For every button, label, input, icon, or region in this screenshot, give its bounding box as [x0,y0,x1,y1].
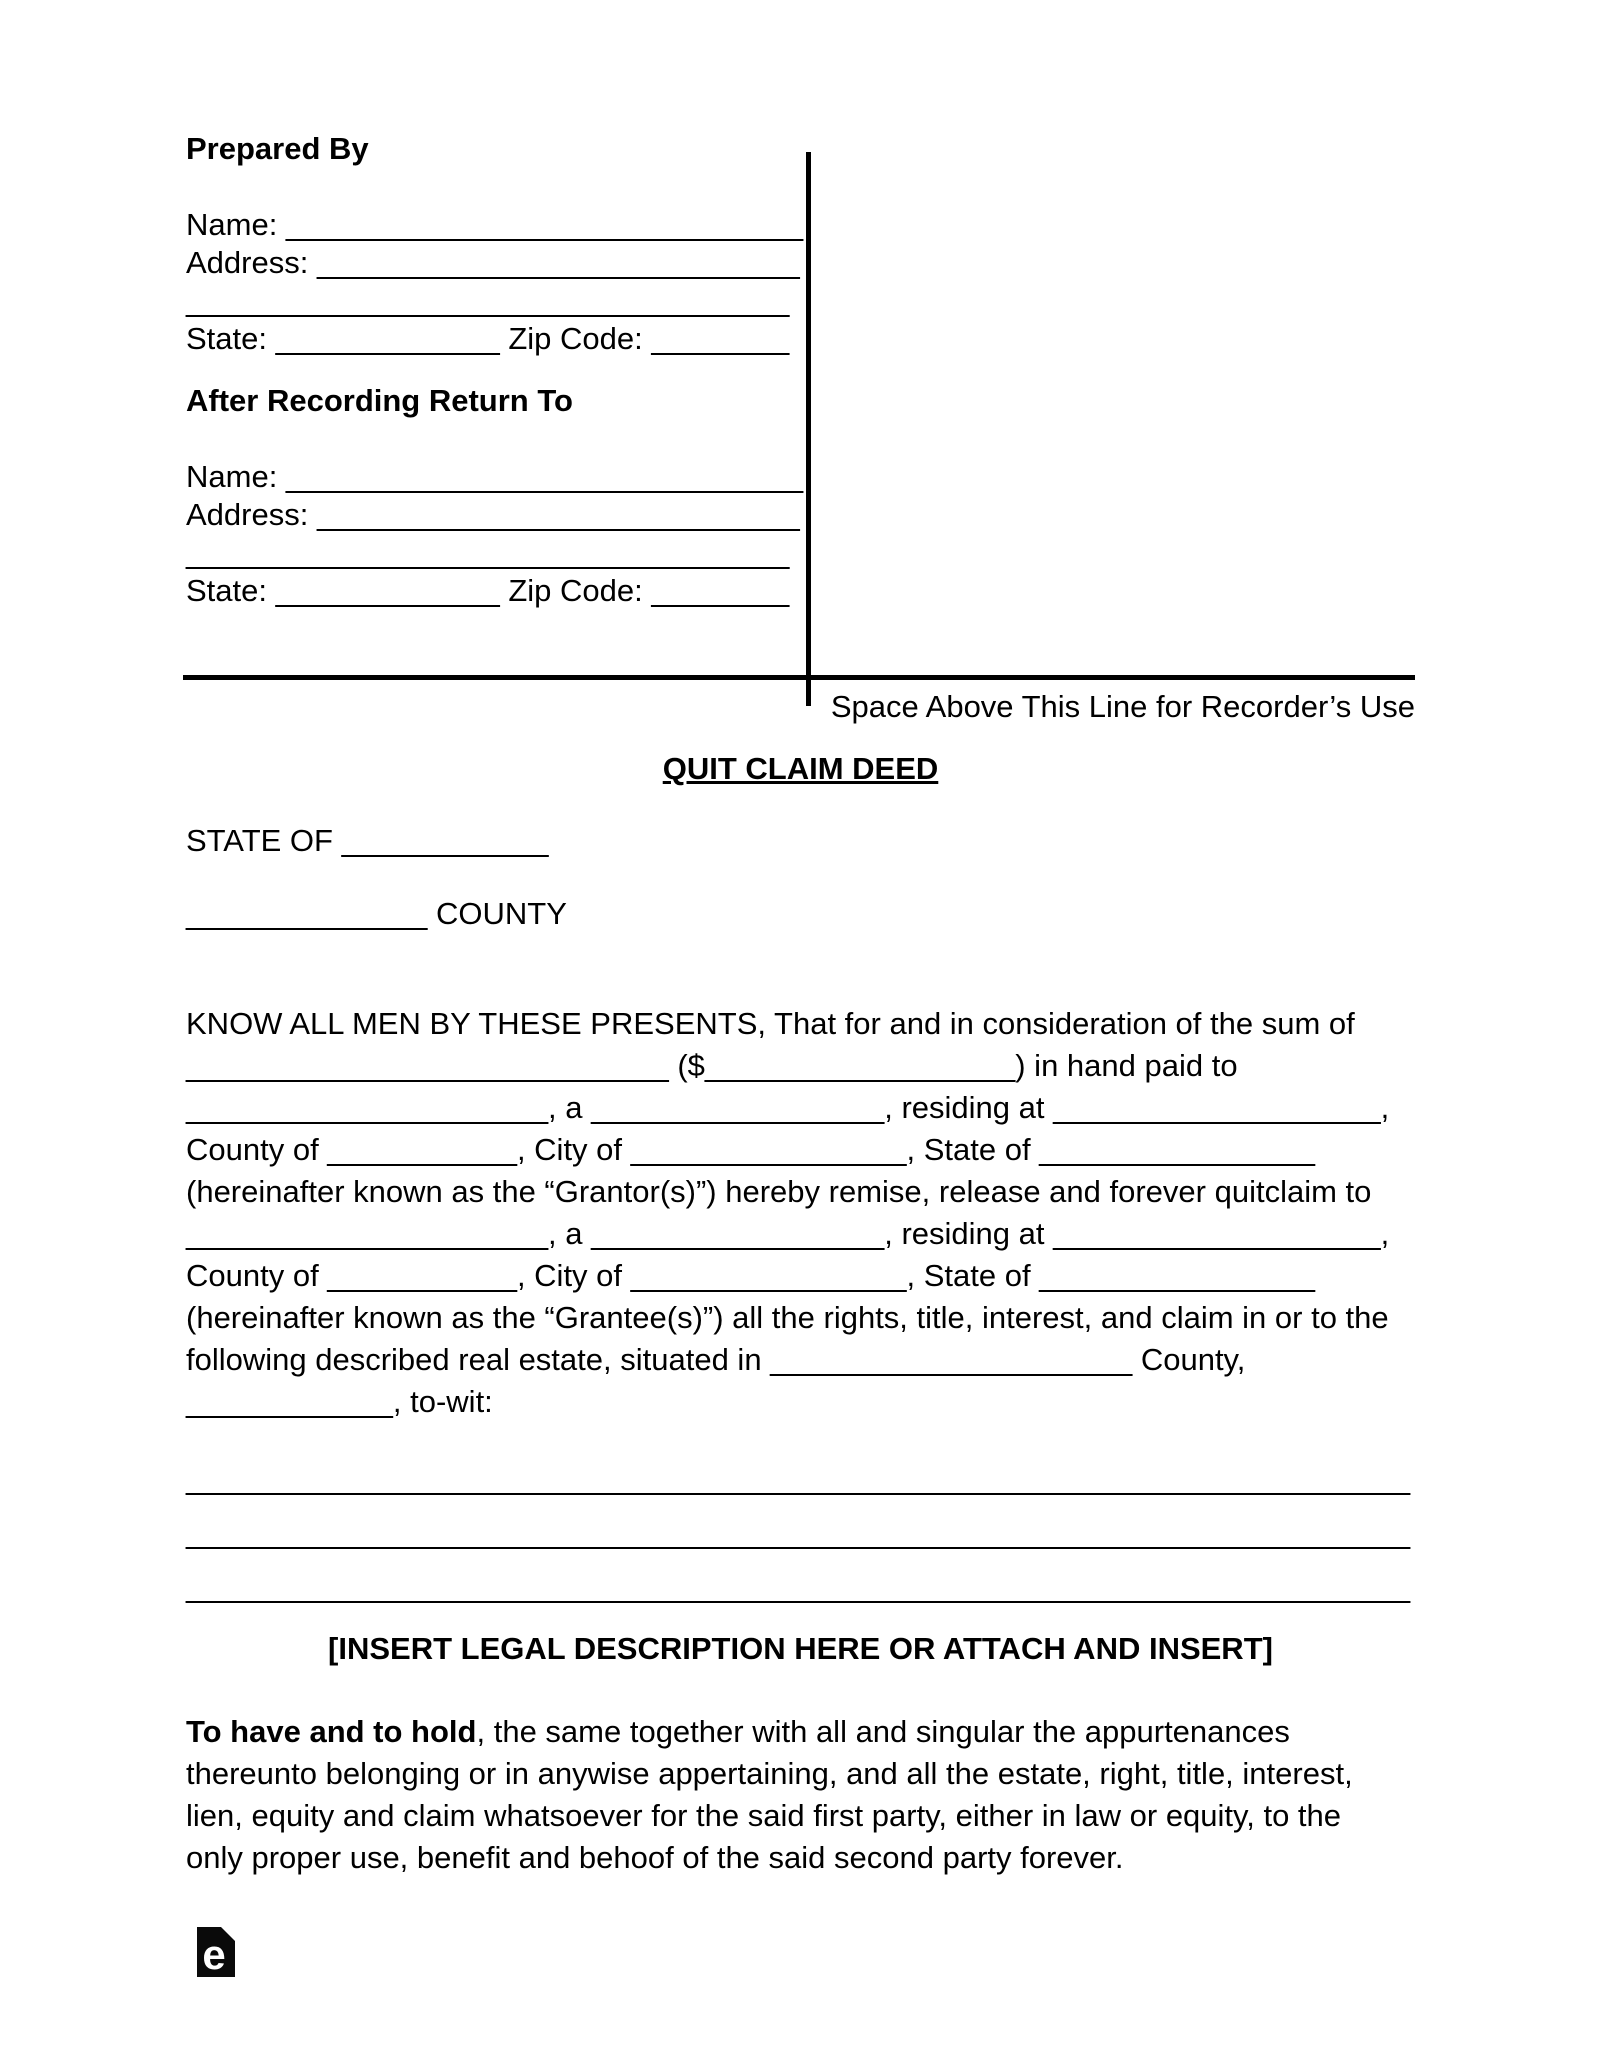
paragraph-line: ____________________________ ($__________________) in hand paid to [186,1048,1238,1083]
paragraph-line: ____________, to-wit: [186,1384,493,1419]
return-to-address-line-2: ___________________________________ [186,535,790,570]
paragraph-line: (hereinafter known as the “Grantor(s)”) hereby remise, release and forever quitclaim to [186,1174,1372,1209]
prepared-by-address-line-2: ___________________________________ [186,283,790,318]
habendum-line: only proper use, benefit and behoof of the said second party forever. [186,1840,1124,1875]
blank-line: _______________________________________________________________________ [186,1461,1411,1496]
recorder-use-note: Space Above This Line for Recorder’s Use [830,689,1415,724]
prepared-by-address-line: Address: ____________________________ [186,245,800,280]
recorder-horizontal-divider [183,675,1415,680]
eforms-logo [197,1927,235,1977]
prepared-by-state-zip-line: State: _____________ Zip Code: ________ [186,321,790,356]
paragraph-line: _____________________, a _________________, residing at ___________________, [186,1216,1390,1251]
paragraph-line: County of ___________, City of ________________, State of ________________ [186,1258,1316,1293]
recorder-vertical-divider [806,152,811,706]
blank-line: _______________________________________________________________________ [186,1515,1411,1550]
habendum-line [186,1711,1466,1753]
eforms-logo-letter: e [202,1931,226,1977]
return-to-name-line: Name: ______________________________ [186,459,804,494]
prepared-by-heading: Prepared By [186,131,369,166]
paragraph-line: KNOW ALL MEN BY THESE PRESENTS, That for and in consideration of the sum of [186,1006,1355,1041]
county-line: ______________ COUNTY [186,896,567,931]
habendum-lead: To have and to hold [186,1714,477,1749]
habendum-line: lien, equity and claim whatsoever for the said first party, either in law or equity, to the [186,1798,1342,1833]
blank-line: _______________________________________________________________________ [186,1569,1411,1604]
habendum-paragraph [186,1711,1466,1879]
habendum-line: thereunto belonging or in anywise appertaining, and all the estate, right, title, interest, [186,1756,1353,1791]
return-to-state-zip-line: State: _____________ Zip Code: ________ [186,573,790,608]
return-to-heading: After Recording Return To [186,383,573,418]
paragraph-line: (hereinafter known as the “Grantee(s)”) all the rights, title, interest, and claim in or to the [186,1300,1389,1335]
paragraph-line: following described real estate, situated in _____________________ County, [186,1342,1246,1377]
deed-title: QUIT CLAIM DEED [662,751,939,786]
paragraph-line: County of ___________, City of ________________, State of ________________ [186,1132,1316,1167]
habendum-lead-rest: , the same together with all and singular the appurtenances [476,1714,1290,1749]
legal-description-note: [INSERT LEGAL DESCRIPTION HERE OR ATTACH AND INSERT] [328,1631,1273,1666]
paragraph-line: _____________________, a _________________, residing at ___________________, [186,1090,1390,1125]
legal-description-blank-lines [186,1452,1466,1614]
consideration-paragraph [186,1003,1466,1423]
return-to-section [186,382,826,610]
prepared-by-name-line: Name: ______________________________ [186,207,804,242]
eforms-logo-icon [197,1927,235,1977]
return-to-address-line: Address: ____________________________ [186,497,800,532]
state-of-line: STATE OF ____________ [186,823,549,858]
prepared-by-section [186,130,826,358]
